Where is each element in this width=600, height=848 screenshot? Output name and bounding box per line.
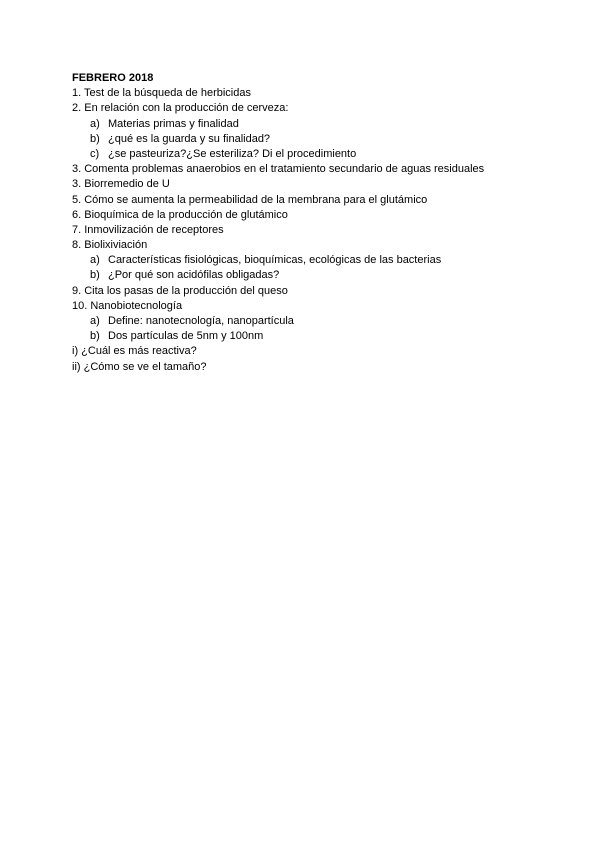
sub-marker: a) bbox=[90, 315, 100, 327]
sub-text: Materias primas y finalidad bbox=[108, 117, 239, 130]
question-1: 1. Test de la búsqueda de herbicidas bbox=[72, 87, 251, 100]
question-10-part-ii: ii) ¿Cómo se ve el tamaño? bbox=[72, 360, 207, 373]
sub-marker: c) bbox=[90, 147, 100, 160]
question-10-part-i: i) ¿Cuál es más reactiva? bbox=[72, 345, 197, 358]
question-7: 7. Inmovilización de receptores bbox=[72, 223, 224, 236]
question-10-sub-b bbox=[72, 329, 542, 344]
sub-text: ¿Por qué son acidófilas obligadas? bbox=[108, 269, 280, 282]
question-3: 3. Comenta problemas anaerobios en el tratamiento secundario de aguas residuales bbox=[72, 163, 485, 176]
question-8-sub-b bbox=[72, 268, 542, 283]
sub-marker: b) bbox=[90, 132, 100, 145]
question-6: 6. Bioquímica de la producción de glutámico bbox=[72, 208, 288, 221]
question-10: 10. Nanobiotecnología bbox=[72, 299, 183, 312]
question-2-sub-a bbox=[72, 117, 542, 132]
sub-marker: a) bbox=[90, 117, 100, 130]
question-3b: 3. Biorremedio de U bbox=[72, 178, 170, 191]
sub-text: Dos partículas de 5nm y 100nm bbox=[108, 330, 264, 343]
question-8-sub-a bbox=[72, 253, 542, 268]
sub-text: ¿se pasteuriza?¿Se esteriliza? Di el procedimiento bbox=[108, 147, 357, 160]
document-title: FEBRERO 2018 bbox=[72, 72, 154, 84]
question-8: 8. Biolixiviación bbox=[72, 239, 148, 252]
sub-marker: b) bbox=[90, 330, 100, 343]
question-2: 2. En relación con la producción de cerveza: bbox=[72, 102, 289, 115]
question-2-sub-c bbox=[72, 147, 542, 162]
sub-marker: a) bbox=[90, 254, 100, 267]
question-9: 9. Cita los pasas de la producción del queso bbox=[72, 284, 288, 297]
question-2-sub-b bbox=[72, 132, 542, 147]
sub-text: Define: nanotecnología, nanopartícula bbox=[108, 315, 294, 327]
sub-text: ¿qué es la guarda y su finalidad? bbox=[108, 132, 271, 145]
sub-marker: b) bbox=[90, 269, 100, 282]
sub-text: Características fisiológicas, bioquímicas, ecológicas de las bacterias bbox=[108, 254, 442, 267]
question-5: 5. Cómo se aumenta la permeabilidad de la membrana para el glutámico bbox=[72, 193, 428, 206]
question-10-sub-a bbox=[72, 314, 542, 329]
document-body bbox=[72, 71, 542, 375]
